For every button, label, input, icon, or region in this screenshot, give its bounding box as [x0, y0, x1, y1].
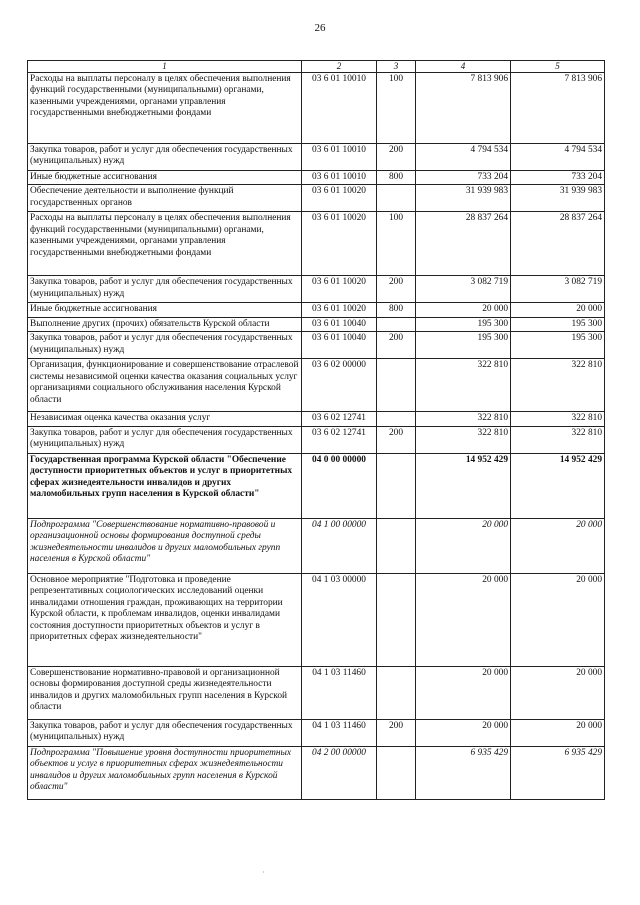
table-header-row [28, 61, 605, 73]
cell-code: 04 0 00 00000 [302, 453, 377, 518]
table-row [28, 666, 605, 719]
budget-table [27, 60, 605, 800]
cell-v4: 20 000 [416, 573, 511, 666]
table-row [28, 170, 605, 184]
column-header: 5 [511, 61, 605, 73]
cell-vr: 200 [377, 276, 416, 303]
cell-vr [377, 518, 416, 573]
table-row [28, 143, 605, 170]
table-row [28, 359, 605, 412]
cell-vr [377, 359, 416, 412]
cell-v4: 3 082 719 [416, 276, 511, 303]
cell-name: Обеспечение деятельности и выполнение функций государственных органов [28, 185, 302, 212]
column-header: 1 [28, 61, 302, 73]
cell-name: Основное мероприятие "Подготовка и проведение репрезентативных социологических исследований оценки инвалидами отношения граждан, проживающих на территории Курской области, к проблемам инвалидов, оценки инвалидами состояния доступности приоритетных объектов и услуг в приоритетных сферах жизнедеятельности" [28, 573, 302, 666]
cell-code: 03 6 02 00000 [302, 359, 377, 412]
cell-v5: 20 000 [511, 303, 605, 317]
cell-code: 03 6 01 10040 [302, 317, 377, 331]
cell-v5: 7 813 906 [511, 72, 605, 143]
cell-v5: 31 939 983 [511, 185, 605, 212]
table-row [28, 303, 605, 317]
cell-name: Иные бюджетные ассигнования [28, 170, 302, 184]
cell-v5: 322 810 [511, 359, 605, 412]
cell-vr: 800 [377, 170, 416, 184]
cell-name: Совершенствование нормативно-правовой и организационной основы формирования доступной среды жизнедеятельности инвалидов и других маломобильных групп населения в Курской области [28, 666, 302, 719]
cell-name: Закупка товаров, работ и услуг для обеспечения государственных (муниципальных) нужд [28, 276, 302, 303]
cell-vr [377, 317, 416, 331]
cell-v5: 20 000 [511, 573, 605, 666]
cell-v4: 195 300 [416, 317, 511, 331]
cell-v4: 20 000 [416, 666, 511, 719]
cell-v4: 322 810 [416, 412, 511, 426]
table-row [28, 518, 605, 573]
cell-vr [377, 666, 416, 719]
column-header: 4 [416, 61, 511, 73]
cell-code: 03 6 02 12741 [302, 412, 377, 426]
cell-name: Закупка товаров, работ и услуг для обеспечения государственных (муниципальных) нужд [28, 143, 302, 170]
cell-vr [377, 746, 416, 799]
cell-name: Закупка товаров, работ и услуг для обеспечения государственных (муниципальных) нужд [28, 719, 302, 746]
table-row [28, 332, 605, 359]
cell-name: Расходы на выплаты персоналу в целях обеспечения выполнения функций государственными (муниципальными) органами, казенными учреждениями, органами управления государственными внебюджетными фондами [28, 72, 302, 143]
column-header: 3 [377, 61, 416, 73]
cell-code: 03 6 01 10020 [302, 303, 377, 317]
cell-v5: 3 082 719 [511, 276, 605, 303]
cell-vr: 100 [377, 72, 416, 143]
table-row [28, 426, 605, 453]
cell-vr [377, 453, 416, 518]
cell-code: 04 1 03 11460 [302, 719, 377, 746]
table-row [28, 72, 605, 143]
cell-code: 03 6 01 10010 [302, 170, 377, 184]
table-row [28, 573, 605, 666]
cell-v4: 28 837 264 [416, 212, 511, 276]
column-header: 2 [302, 61, 377, 73]
table-row [28, 185, 605, 212]
cell-v5: 14 952 429 [511, 453, 605, 518]
cell-v5: 195 300 [511, 317, 605, 331]
table-row [28, 212, 605, 276]
cell-v4: 20 000 [416, 518, 511, 573]
cell-v4: 20 000 [416, 303, 511, 317]
scan-dot: · [262, 868, 265, 877]
table-row [28, 719, 605, 746]
cell-v5: 322 810 [511, 412, 605, 426]
cell-v5: 195 300 [511, 332, 605, 359]
cell-name: Иные бюджетные ассигнования [28, 303, 302, 317]
cell-code: 03 6 01 10010 [302, 72, 377, 143]
cell-vr [377, 573, 416, 666]
cell-v4: 322 810 [416, 426, 511, 453]
cell-vr: 200 [377, 332, 416, 359]
cell-code: 03 6 01 10020 [302, 185, 377, 212]
cell-name: Закупка товаров, работ и услуг для обеспечения государственных (муниципальных) нужд [28, 426, 302, 453]
cell-code: 03 6 01 10020 [302, 276, 377, 303]
cell-vr: 200 [377, 426, 416, 453]
table-row [28, 317, 605, 331]
cell-vr: 800 [377, 303, 416, 317]
cell-name: Независимая оценка качества оказания услуг [28, 412, 302, 426]
cell-name: Выполнение других (прочих) обязательств Курской области [28, 317, 302, 331]
cell-v4: 6 935 429 [416, 746, 511, 799]
cell-name: Организация, функционирование и совершенствование отраслевой системы независимой оценки качества оказания социальных услуг организациями социального обслуживания населения Курской области [28, 359, 302, 412]
table-row [28, 453, 605, 518]
cell-v4: 20 000 [416, 719, 511, 746]
cell-v5: 322 810 [511, 426, 605, 453]
cell-code: 04 1 03 11460 [302, 666, 377, 719]
cell-vr: 200 [377, 143, 416, 170]
cell-v4: 14 952 429 [416, 453, 511, 518]
cell-code: 04 1 00 00000 [302, 518, 377, 573]
cell-code: 03 6 01 10040 [302, 332, 377, 359]
cell-v5: 6 935 429 [511, 746, 605, 799]
cell-name: Подпрограмма "Совершенствование нормативно-правовой и организационной основы формирования доступной среды жизнедеятельности инвалидов и других маломобильных групп населения в Курской области" [28, 518, 302, 573]
cell-v4: 195 300 [416, 332, 511, 359]
table-row [28, 412, 605, 426]
cell-v5: 28 837 264 [511, 212, 605, 276]
cell-name: Государственная программа Курской области "Обеспечение доступности приоритетных объектов и услуг в приоритетных сферах жизнедеятельности инвалидов и других маломобильных групп населения в Курской области" [28, 453, 302, 518]
cell-v5: 20 000 [511, 719, 605, 746]
cell-name: Закупка товаров, работ и услуг для обеспечения государственных (муниципальных) нужд [28, 332, 302, 359]
cell-code: 03 6 01 10020 [302, 212, 377, 276]
cell-v5: 733 204 [511, 170, 605, 184]
cell-v5: 4 794 534 [511, 143, 605, 170]
cell-vr [377, 185, 416, 212]
cell-vr [377, 412, 416, 426]
table-row [28, 746, 605, 799]
table-row [28, 276, 605, 303]
cell-name: Расходы на выплаты персоналу в целях обеспечения выполнения функций государственными (муниципальными) органами, казенными учреждениями, органами управления государственными внебюджетными фондами [28, 212, 302, 276]
cell-v5: 20 000 [511, 518, 605, 573]
cell-name: Подпрограмма "Повышение уровня доступности приоритетных объектов и услуг в приоритетных сферах жизнедеятельности инвалидов и других маломобильных групп населения в Курской области" [28, 746, 302, 799]
cell-v4: 31 939 983 [416, 185, 511, 212]
cell-code: 04 1 03 00000 [302, 573, 377, 666]
cell-code: 03 6 01 10010 [302, 143, 377, 170]
cell-vr: 100 [377, 212, 416, 276]
page-number: 26 [314, 22, 326, 34]
cell-v4: 7 813 906 [416, 72, 511, 143]
cell-v5: 20 000 [511, 666, 605, 719]
cell-v4: 322 810 [416, 359, 511, 412]
cell-v4: 4 794 534 [416, 143, 511, 170]
cell-v4: 733 204 [416, 170, 511, 184]
cell-code: 03 6 02 12741 [302, 426, 377, 453]
cell-code: 04 2 00 00000 [302, 746, 377, 799]
cell-vr: 200 [377, 719, 416, 746]
